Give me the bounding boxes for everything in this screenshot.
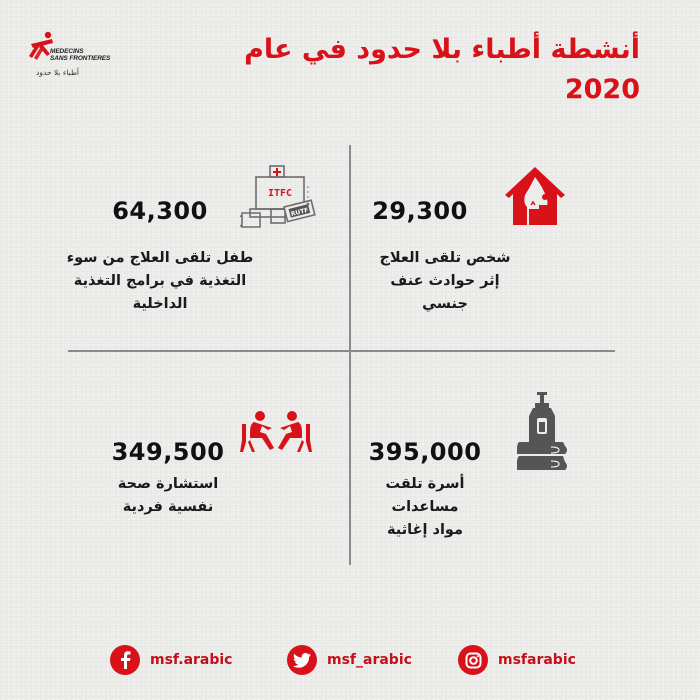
stat-description-sexual-violence: شخص تلقى العلاج إثر حوادث عنف جنسي: [379, 250, 511, 312]
logo-text-en: MEDECINS SANS FRONTIERES: [50, 48, 111, 62]
logo-text-ar: أطباء بلا حدود: [36, 68, 79, 77]
shelter-house-icon: [503, 165, 567, 227]
social-instagram[interactable]: [458, 643, 576, 677]
instagram-handle: msfarabic: [498, 652, 576, 668]
msf-logo: [28, 30, 118, 80]
svg-text:RUTF: RUTF: [290, 206, 310, 218]
twitter-handle: msf_arabic: [327, 652, 412, 668]
relief-items-icon: [515, 392, 571, 472]
stat-description-malnutrition: طفل تلقى العلاج من سوء التغذية في برامج التغذية الداخلية: [66, 250, 254, 312]
horizontal-divider: [68, 350, 615, 352]
stat-value-mental-health: 349,500: [111, 438, 225, 466]
page-title: أنشطة أطباء بلا حدود في عام 2020: [244, 34, 640, 105]
social-facebook[interactable]: [110, 643, 232, 677]
itfc-clinic-icon: [240, 163, 318, 231]
facebook-icon: [110, 645, 140, 675]
stat-value-malnutrition: 64,300: [112, 197, 208, 225]
facebook-handle: msf.arabic: [150, 652, 233, 668]
stat-value-sexual-violence: 29,300: [372, 197, 468, 225]
instagram-icon: [458, 645, 488, 675]
stat-description-mental-health: استشارة صحة نفسية فردية: [117, 476, 219, 515]
stat-description-relief-items: أسرة تلقت مساعدات مواد إغاثية: [385, 476, 465, 538]
svg-text:ITFC: ITFC: [267, 188, 293, 199]
twitter-icon: [287, 645, 317, 675]
stat-value-relief-items: 395,000: [368, 438, 482, 466]
counseling-session-icon: [240, 410, 312, 452]
social-twitter[interactable]: [287, 643, 412, 677]
